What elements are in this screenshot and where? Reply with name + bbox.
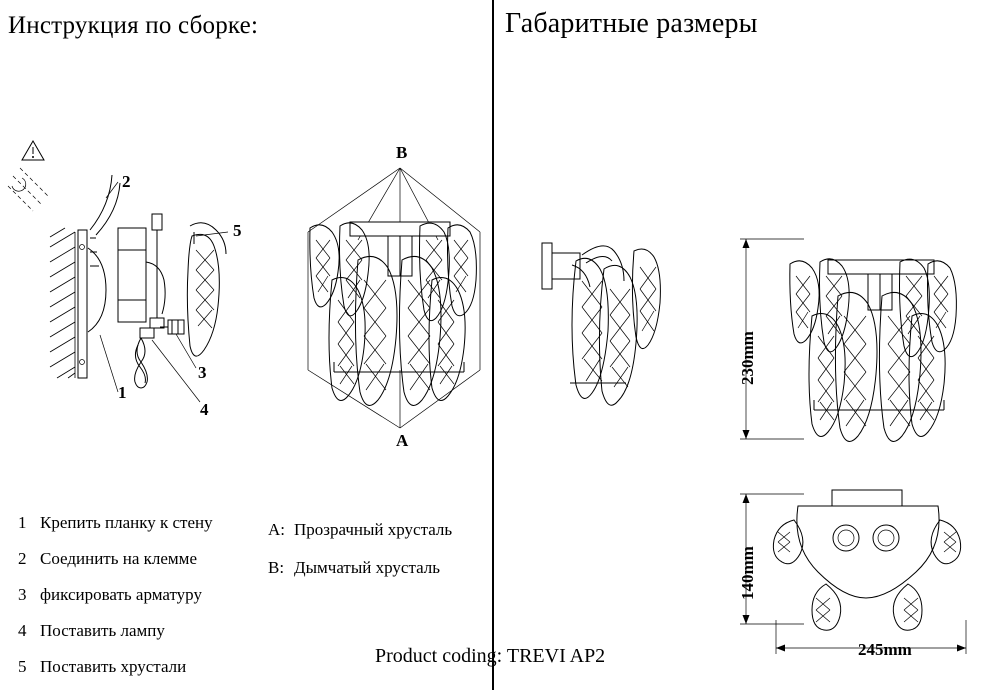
step-text: Поставить хрустали: [40, 657, 187, 676]
step-number: 3: [18, 585, 27, 604]
legend-text: Дымчатый хрусталь: [294, 558, 441, 577]
step-number: 1: [18, 513, 27, 532]
legend-item: [268, 549, 452, 587]
width-dimension-label: 245mm: [858, 640, 912, 659]
wall-hatch: [50, 228, 75, 378]
step-item: [18, 505, 213, 541]
callout-3: 3: [198, 363, 207, 382]
step-text: фиксировать арматуру: [40, 585, 202, 604]
step-item: [18, 613, 213, 649]
step-number: 5: [18, 657, 27, 676]
height-dimension-label: 230mm: [738, 331, 757, 385]
front-view-label-bottom: A: [396, 431, 409, 450]
step-text: Соединить на клемме: [40, 549, 197, 568]
callout-2: 2: [122, 172, 131, 191]
crystal-element: [187, 223, 226, 356]
step-text: Крепить планку к стену: [40, 513, 213, 532]
front-view-diagram: [288, 140, 548, 500]
front-view-label-top: B: [396, 143, 408, 162]
legend-key: A:: [268, 520, 285, 539]
legend-key: B:: [268, 558, 285, 577]
mounting-bar: [78, 175, 120, 378]
callout-1: 1: [118, 383, 127, 402]
side-mount-plate: [542, 243, 552, 289]
depth-dimension-label: 140mm: [738, 546, 757, 600]
product-coding: Product coding: TREVI AP2: [375, 645, 606, 667]
lamp-bulb: [135, 328, 154, 388]
side-view-diagram: [530, 225, 710, 475]
callout-4: 4: [200, 400, 209, 419]
page-title-right: Габаритные размеры: [505, 8, 758, 39]
legend-item: [268, 511, 452, 549]
step-number: 2: [18, 549, 27, 568]
step-text: Поставить лампу: [40, 621, 165, 640]
callout-5: 5: [233, 221, 242, 240]
step-item: [18, 577, 213, 613]
step-number: 4: [18, 621, 27, 640]
step-item: [18, 541, 213, 577]
page-title-left: Инструкция по сборке:: [8, 12, 259, 39]
warning-symbol: [8, 141, 48, 211]
crystal-legend: [268, 511, 452, 587]
legend-text: Прозрачный хрусталь: [294, 520, 453, 539]
assembly-steps-list: [18, 505, 213, 685]
step-item: [18, 649, 213, 685]
